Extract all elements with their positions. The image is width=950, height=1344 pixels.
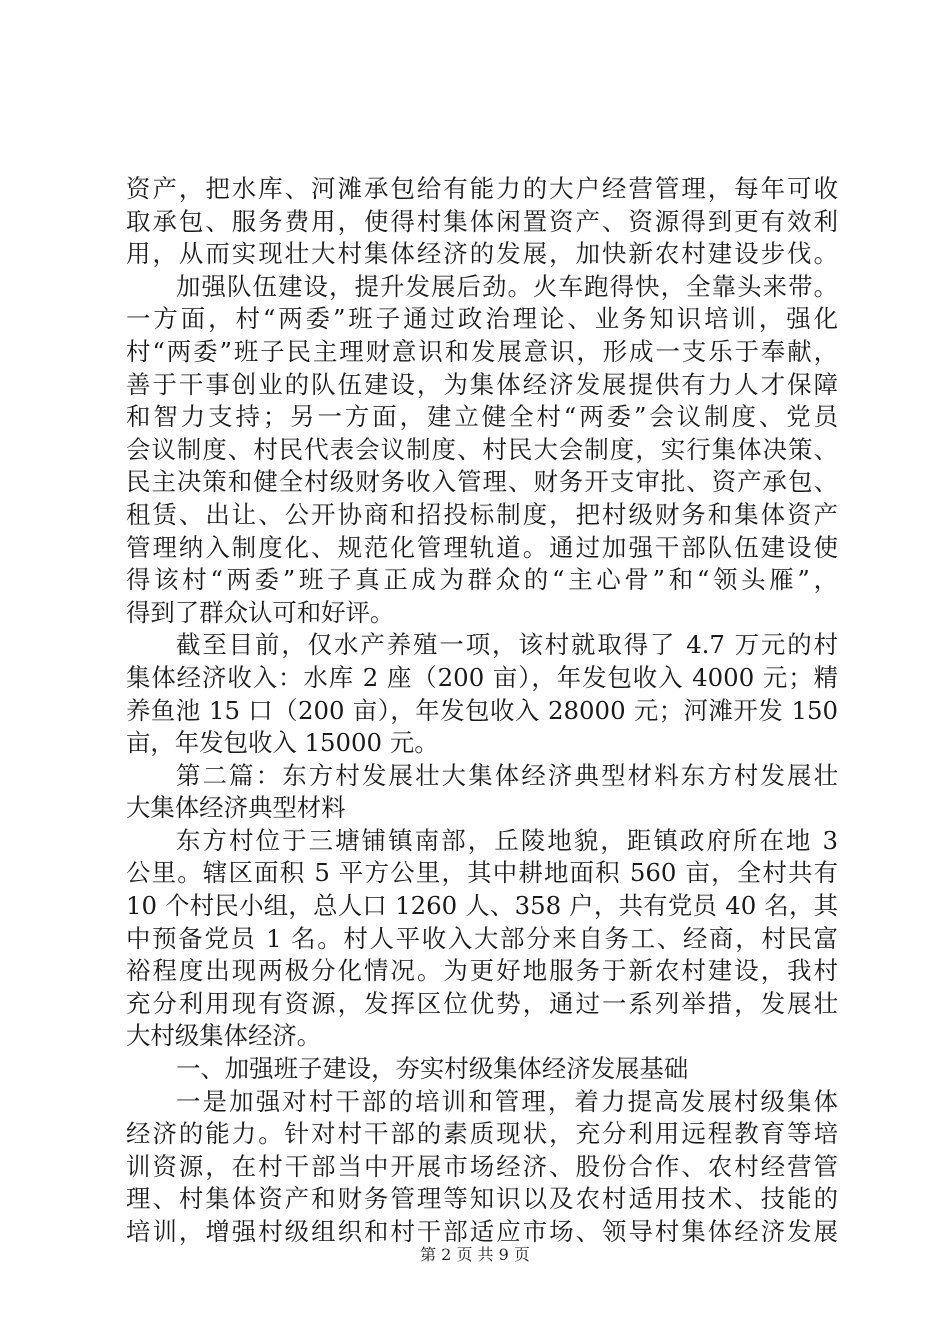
text-line: 公里。辖区面积 5 平方公里，其中耕地面积 560 亩，全村共有 (126, 858, 838, 888)
text-line: 大村级集体经济。 (126, 1021, 322, 1051)
text-line: 集体经济收入：水库 2 座（200 亩），年发包收入 4000 元；精 (126, 662, 838, 692)
text-line: 一是加强对村干部的培训和管理，着力提高发展村级集体 (176, 1086, 838, 1116)
text-line: 租赁、出让、公开协商和招投标制度，把村级财务和集体资产 (126, 499, 838, 529)
text-line: 和智力支持；另一方面，建立健全村“两委”会议制度、党员 (126, 402, 838, 432)
text-line: 取承包、服务费用，使得村集体闲置资产、资源得到更有效利 (126, 206, 838, 236)
text-line: 大集体经济典型材料 (126, 793, 346, 823)
text-line: 养鱼池 15 口（200 亩），年发包收入 28000 元；河滩开发 150 (126, 695, 838, 725)
text-line: 培训，增强村级组织和村干部适应市场、领导村集体经济发展 (126, 1217, 838, 1246)
text-line: 亩，年发包收入 15000 元。 (126, 728, 439, 758)
text-line: 会议制度、村民代表会议制度、村民大会制度，实行集体决策、 (126, 434, 838, 464)
text-line: 得到了群众认可和好评。 (126, 597, 395, 627)
text-line: 裕程度出现两极分化情况。为更好地服务于新农村建设，我村 (126, 956, 838, 986)
text-line: 截至目前，仅水产养殖一项，该村就取得了 4.7 万元的村 (176, 630, 838, 660)
text-line: 理、村集体资产和财务管理等知识以及农村适用技术、技能的 (126, 1184, 838, 1214)
text-line: 充分利用现有资源，发挥区位优势，通过一系列举措，发展壮 (126, 988, 838, 1018)
text-line: 训资源，在村干部当中开展市场经济、股份合作、农村经营管 (126, 1151, 838, 1181)
document-body (126, 173, 838, 1249)
text-line: 一方面，村“两委”班子通过政治理论、业务知识培训，强化 (126, 304, 838, 334)
text-line: 中预备党员 1 名。村人平收入大部分来自务工、经商，村民富 (126, 923, 838, 953)
text-line: 第二篇：东方村发展壮大集体经济典型材料东方村发展壮 (176, 760, 838, 790)
text-line: 经济的能力。针对村干部的素质现状，充分利用远程教育等培 (126, 1119, 838, 1149)
text-line: 资产，把水库、河滩承包给有能力的大户经营管理，每年可收 (126, 174, 838, 203)
text-line: 善于干事创业的队伍建设，为集体经济发展提供有力人才保障 (126, 369, 838, 399)
text-line: 民主决策和健全村级财务收入管理、财务开支审批、资产承包、 (126, 467, 838, 497)
text-line: 管理纳入制度化、规范化管理轨道。通过加强干部队伍建设使 (126, 532, 838, 562)
text-line: 得该村“两委”班子真正成为群众的“主心骨”和“领头雁”， (126, 565, 838, 595)
page-footer: 第 2 页 共 9 页 (420, 1245, 530, 1264)
text-line: 东方村位于三塘铺镇南部，丘陵地貌，距镇政府所在地 3 (176, 825, 838, 855)
text-line: 用，从而实现壮大村集体经济的发展，加快新农村建设步伐。 (126, 239, 838, 269)
text-line: 一、加强班子建设，夯实村级集体经济发展基础 (176, 1054, 689, 1084)
text-line: 加强队伍建设，提升发展后劲。火车跑得快，全靠头来带。 (176, 271, 838, 301)
text-line: 村“两委”班子民主理财意识和发展意识，形成一支乐于奉献， (126, 336, 838, 366)
text-line: 10 个村民小组，总人口 1260 人、358 户，共有党员 40 名，其 (126, 891, 838, 921)
